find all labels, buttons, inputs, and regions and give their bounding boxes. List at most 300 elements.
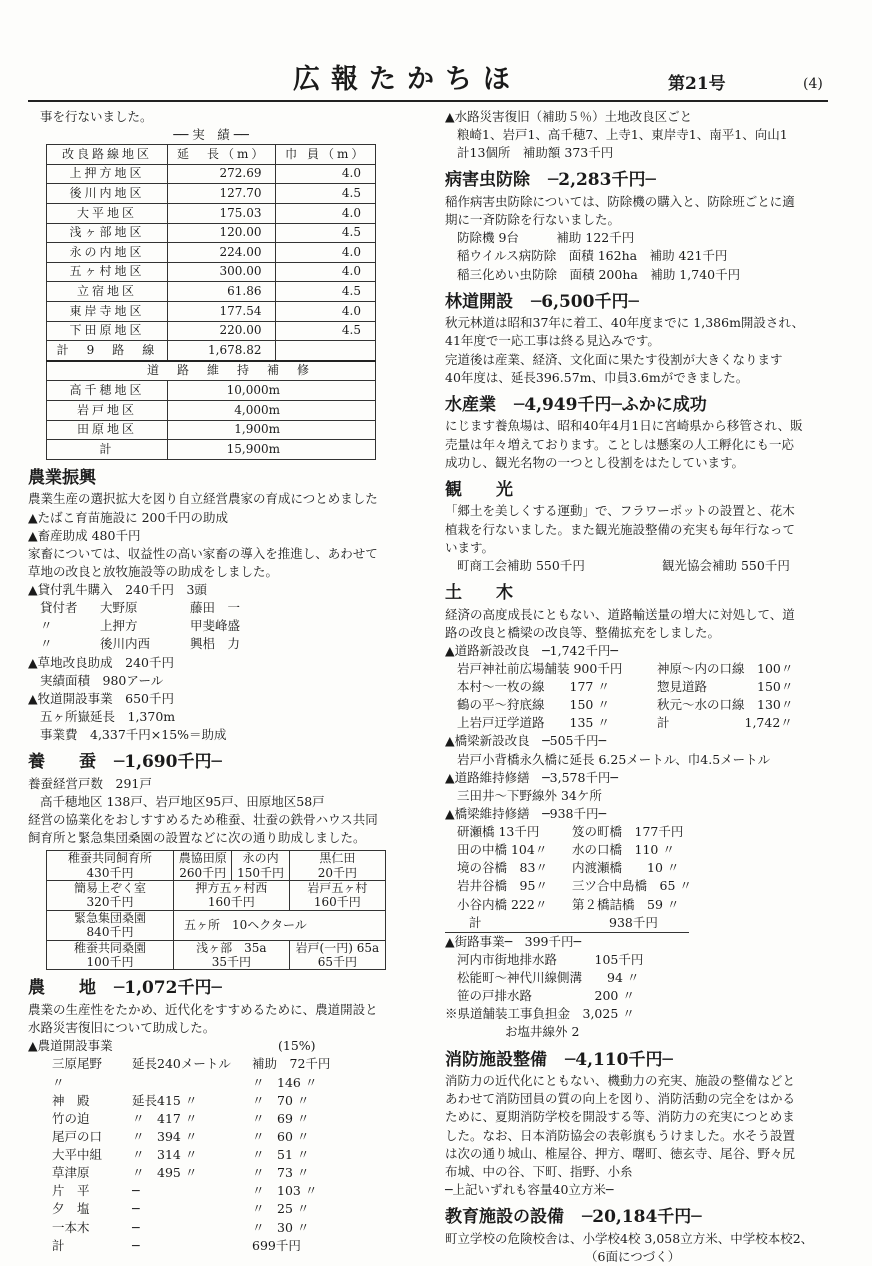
text-line: 経済の高度成長にともない、道路輸送量の増大に対処して、道 [445, 606, 795, 622]
table-cell: 永の内地区 [47, 243, 168, 263]
text-line: 稲ウイルス病防除 面積 162ha 補助 421千円 [457, 248, 728, 264]
table-cell: 4.0 [276, 204, 376, 224]
road-new-list [445, 660, 830, 733]
text-line: 消防力の近代化にともない、機動力の充実、施設の整備などと [445, 1073, 796, 1089]
section-amount: ─1,072千円─ [114, 978, 222, 999]
bridge-row [457, 877, 830, 895]
item-cell: 内渡瀬橋 10 〃 [572, 860, 680, 876]
table-cell: 五ヶ村地区 [47, 262, 168, 282]
table-cell [47, 881, 174, 911]
item-cell: 補助 72千円 [252, 1056, 331, 1072]
text-line: あわせて消防団員の質の向上を図り、消防活動の完全をはかる [445, 1091, 796, 1107]
item-cell: 〃 73 〃 [252, 1165, 310, 1181]
table-cell: 大平地区 [47, 204, 168, 224]
section-title-nochi [28, 976, 418, 1001]
table-row [47, 851, 386, 881]
section-title-yosan [28, 750, 418, 775]
table-row [47, 910, 386, 940]
maintenance-rows [47, 381, 376, 440]
item-cell: 大平中組 [52, 1147, 103, 1163]
table-cell: 120.00 [167, 223, 276, 243]
item-cell: 惣見道路 150〃 [657, 679, 794, 695]
table-row [47, 321, 376, 341]
table-row [47, 262, 376, 282]
item-cell: 鶴の平〜狩底線 150 〃 [457, 697, 610, 713]
item-cell: 〃 51 〃 [252, 1147, 310, 1163]
section-title-kanko: 観 光 [445, 479, 513, 500]
suiro-body [445, 108, 830, 162]
text-line: 40年度は、延長396.57m、巾員3.6mができました。 [445, 369, 749, 385]
table-cell: 1,900m [167, 420, 375, 440]
table-cell: 220.00 [167, 321, 276, 341]
item-cell: 〃 69 〃 [252, 1110, 310, 1126]
text-line: 計13個所 補助額 373千円 [457, 145, 614, 161]
table-row [47, 184, 376, 204]
table-cell: 300.00 [167, 262, 276, 282]
road-improvement-table [46, 144, 376, 460]
table-cell: 127.70 [167, 184, 276, 204]
cell-value: 160千円 [207, 895, 255, 910]
text-line: ▲水路災害復旧（補助５％）土地改良区ごと [445, 109, 693, 124]
table-cell [232, 851, 289, 881]
nodo-title: ▲農道開設事業 [28, 1038, 113, 1054]
item-cell: 〃 394 〃 [132, 1128, 198, 1144]
cell-value: 260千円 [179, 865, 227, 880]
item-cell: 岩井谷橋 95〃 [457, 878, 548, 894]
table-row [47, 940, 386, 970]
table-row [47, 243, 376, 263]
item-cell: 神原〜内の口線 100〃 [657, 660, 794, 676]
section-amount: ─2,283千円─ [548, 170, 656, 191]
cell-label: 浅ヶ部 35a [196, 940, 267, 955]
text-line: 植栽を行ないました。また観光施設整備の充実も毎年行なって [445, 521, 796, 537]
intro-text: 事を行ないました。 [40, 109, 153, 124]
table-row [47, 164, 376, 184]
text-line: 成功し、観光名物の一つとし役割をはたしています。 [445, 454, 745, 470]
table-row [47, 282, 376, 302]
text-line: ▲橋梁維持修繕 ─938千円─ [445, 805, 607, 821]
text-line: ▲道路維持修繕 ─3,578千円─ [445, 769, 618, 785]
table-cell: 224.00 [167, 243, 276, 263]
cell-label: 稚蚕共同飼育所 [67, 851, 152, 866]
nodo-rate: (15%) [278, 1038, 316, 1054]
text-line: 稲三化めい虫防除 面積 200ha 補助 1,740千円 [457, 266, 741, 282]
table-cell [289, 940, 385, 970]
table-cell: 上押方地区 [47, 164, 168, 184]
item-cell: 上岩戸迂学道路 135 〃 [457, 715, 610, 731]
table-cell: 4.5 [276, 184, 376, 204]
table-cell [47, 910, 174, 940]
text-line: 水路災害復旧について助成した。 [28, 1020, 216, 1036]
nodo-heading [28, 1037, 418, 1055]
text-line: お塩井線外 2 [505, 1024, 580, 1040]
table-cell: 10,000m [167, 381, 375, 401]
text-line: した。なお、日本消防協会の表彰旗もうけました。水そう設置 [445, 1127, 796, 1143]
section-name: 養 蚕 [28, 752, 96, 773]
item-cell: 一本木 [52, 1219, 90, 1235]
section-title-shobo [445, 1048, 830, 1073]
text-line: 高千穂地区 138戸、岩戸地区95戸、田原地区58戸 [40, 793, 325, 809]
item-cell: 神 殿 [52, 1092, 90, 1108]
table-row [47, 420, 376, 440]
text-line: ▲街路事業─ 399千円─ [445, 933, 582, 949]
cell-label: 農協田原 [178, 851, 227, 866]
nodo-row [52, 1146, 418, 1164]
nogyo-body [28, 490, 418, 599]
cell-label: 簡易上ぞく室 [73, 881, 146, 896]
cell-value: 100千円 [86, 955, 134, 970]
masthead [28, 60, 828, 102]
item-cell: 〃 [52, 1074, 65, 1090]
table-cell: 東岸寺地区 [47, 302, 168, 322]
item-cell: 研瀬橋 13千円 [457, 824, 540, 840]
table-cell [289, 851, 385, 881]
item-cell: 計 [52, 1237, 65, 1253]
item-cell: 〃 25 〃 [252, 1201, 310, 1217]
item-cell: 笈の町橋 177千円 [572, 824, 684, 840]
table-header-row [47, 145, 376, 165]
text-line: 町立学校の危険校舎は、小学校4校 3,058立方米、中学校本校2、 [445, 1230, 814, 1246]
section-amount: ─20,184千円─ [582, 1207, 702, 1228]
table-cell: 計 9 路 線 [47, 341, 168, 361]
item-cell: 〃 [40, 636, 53, 652]
text-line: 岩戸小背橋永久橋に延長 6.25メートル、巾4.5メートル [457, 751, 771, 767]
maintenance-total-row [47, 440, 376, 460]
nodo-row [52, 1237, 418, 1255]
cell-value: 430千円 [86, 865, 134, 880]
item-cell: 尾戸の口 [52, 1128, 103, 1144]
road-rows [47, 164, 376, 340]
item-cell: 興梠 力 [190, 636, 241, 652]
table-cell: 4.0 [276, 262, 376, 282]
table-header: 改良路線地区 [47, 145, 168, 165]
text-line: ▲貸付乳牛購入 240千円 3頭 [28, 582, 207, 598]
shobo-body [445, 1072, 830, 1199]
section-amount: ─1,690千円─ [114, 752, 222, 773]
section-name: 水産業 [445, 394, 496, 415]
item-cell: 〃 [40, 618, 53, 634]
item-cell: 699千円 [252, 1237, 301, 1253]
item-cell: ─ [132, 1201, 140, 1217]
text-line: ために、夏期消防学校を開設する等、消防力の充実につとめま [445, 1109, 795, 1125]
table-cell [47, 940, 174, 970]
road-row [457, 696, 830, 714]
text-line: 防除機 9台 補助 122千円 [457, 230, 635, 246]
jisseki-heading: ── 実 績 ── [173, 127, 249, 143]
cell-label: 黒仁田 [319, 851, 356, 866]
item-cell: ─ [132, 1219, 140, 1235]
item-cell: 境の谷橋 83〃 [457, 860, 548, 876]
item-cell: 草津原 [52, 1165, 90, 1181]
nodo-row [52, 1200, 418, 1218]
text-line: ▲道路新設改良 ─1,742千円─ [445, 642, 618, 658]
table-cell: 4.5 [276, 321, 376, 341]
table-cell [174, 940, 290, 970]
item-cell: 後川内西 [100, 636, 151, 652]
text-line: ─上記いずれも容量40立方米─ [445, 1181, 614, 1197]
text-line: 草地の改良と放牧施設等の助成をしました。 [28, 563, 279, 579]
text-line: ▲たばこ育苗施設に 200千円の助成 [28, 509, 228, 525]
issue-number: 第21号 [668, 74, 726, 94]
suisan-body [445, 417, 830, 471]
cell-value: 65千円 [317, 955, 357, 970]
nodo-row [52, 1055, 418, 1073]
cell-value: 840千円 [86, 925, 134, 940]
text-line: 三田井〜下野線外 34ケ所 [457, 787, 602, 803]
gaiku-body [445, 933, 830, 1042]
section-amount: ─4,110千円─ [565, 1049, 673, 1070]
bridge-row [457, 896, 830, 914]
table-cell: 272.69 [167, 164, 276, 184]
page-number: (4) [803, 76, 823, 92]
road-row [457, 660, 830, 678]
nodo-row [52, 1092, 418, 1110]
cell-label: 稚蚕共同桑園 [73, 940, 146, 955]
yosan-body [28, 775, 418, 848]
item-cell: 三ツ合中島橋 65 〃 [572, 878, 692, 894]
lease-list [28, 599, 418, 653]
text-line: 稲作病害虫防除については、防除機の購入と、防除班ごとに適 [445, 194, 795, 210]
text-line: 路の改良と橋梁の改良等、整備拡充をしました。 [445, 624, 721, 640]
cell-value: 35千円 [211, 955, 251, 970]
lease-row [40, 635, 418, 653]
section-name: 教育施設の設備 [445, 1207, 564, 1228]
bridge-list [445, 823, 830, 914]
item-cell: 延長415 〃 [132, 1092, 198, 1108]
item-cell: 〃 417 〃 [132, 1110, 198, 1126]
table-cell [276, 341, 376, 361]
table-row [47, 302, 376, 322]
table-total-row [47, 341, 376, 361]
section-title-nogyo: 農業振興 [28, 467, 96, 488]
item-cell: 田の中橋 104〃 [457, 842, 548, 858]
nodo-row [52, 1164, 418, 1182]
text-line: 実績面積 980アール [40, 672, 164, 688]
total-value: 938千円 [609, 914, 658, 930]
text-line: にじます養魚場は、昭和40年4月1日に宮崎県から移管され、販 [445, 418, 803, 434]
text-line: 飼育所と緊急集団桑園の設置などに次の通り助成しました。 [28, 830, 366, 846]
table-cell [174, 881, 290, 911]
text-line: 家畜については、収益性の高い家畜の導入を推進し、あわせて [28, 545, 378, 561]
text-line: 笹の戸排水路 200 〃 [457, 988, 635, 1004]
lease-row [40, 599, 418, 617]
item-cell: 秋元〜水の口線 130〃 [657, 697, 794, 713]
table-cell: 浅ヶ部地区 [47, 223, 168, 243]
table-cell: 177.54 [167, 302, 276, 322]
item-cell: 貸付者 [40, 600, 78, 616]
table-cell: 下田原地区 [47, 321, 168, 341]
cell-label: 永の内 [242, 851, 279, 866]
table-cell: 計 [47, 440, 168, 460]
text-line: 五ヶ所嶽延長 1,370m [40, 708, 176, 724]
cell-value: 320千円 [86, 895, 134, 910]
item-cell: 〃 103 〃 [252, 1183, 318, 1199]
section-title-suisan [445, 393, 830, 418]
section-name: 農 地 [28, 978, 96, 999]
section-title-rindo [445, 290, 830, 315]
table-header: 延 長（m） [167, 145, 276, 165]
text-line: 秋元林道は昭和37年に着工、40年度までに 1,386m開設され、 [445, 315, 805, 331]
table-cell: 五ヶ所 10ヘクタール [174, 910, 386, 940]
doboku-body-2 [445, 732, 830, 823]
item-cell: 小谷内橋 222〃 [457, 896, 548, 912]
text-line: 布城、中の谷、下町、指野、小糸 [445, 1163, 633, 1179]
nodo-row [52, 1219, 418, 1237]
nodo-row [52, 1110, 418, 1128]
item-cell: 〃 146 〃 [252, 1074, 318, 1090]
left-column [28, 108, 418, 1255]
sericulture-table [46, 850, 386, 970]
bridge-row [457, 823, 830, 841]
item-cell: 〃 70 〃 [252, 1092, 310, 1108]
nodo-row [52, 1074, 418, 1092]
table-cell [174, 851, 232, 881]
table-cell: 61.86 [167, 282, 276, 302]
right-column [445, 108, 830, 1266]
cell-label: 押方五ヶ村西 [195, 881, 268, 896]
table-cell: 後川内地区 [47, 184, 168, 204]
text-line: ▲橋梁新設改良 ─505千円─ [445, 733, 607, 749]
table-row [47, 223, 376, 243]
table-cell: 高千穂地区 [47, 381, 168, 401]
table-row [47, 381, 376, 401]
cell-label: 岩戸(一円) 65a [295, 940, 380, 955]
text-line: 41年度で一応工事は終る見込みです。 [445, 333, 660, 349]
text-line: 期に一斉防除を行ないました。 [445, 212, 621, 228]
item-cell: 計 1,742〃 [657, 715, 793, 731]
text-line: 粮崎1、岩戸1、高千穂7、上寺1、東岸寺1、南平1、向山1 [457, 127, 788, 143]
nogyo-body-2 [28, 654, 418, 745]
text-line: 農業の生産性をたかめ、近代化をすすめるために、農道開設と [28, 1002, 378, 1018]
road-row [457, 678, 830, 696]
newsletter-title: 広報たかちほ [293, 64, 521, 95]
bridge-row [457, 841, 830, 859]
kanko-subsidies [445, 557, 830, 575]
text-line: ▲牧道開設事業 650千円 [28, 690, 174, 706]
table-cell: 4.0 [276, 243, 376, 263]
text-line: 農業生産の選択拡大を図り自立経営農家の育成につとめました [28, 491, 378, 507]
item-cell: 藤田 一 [190, 600, 241, 616]
item-cell: 片 平 [52, 1183, 90, 1199]
bridge-row [457, 859, 830, 877]
item-cell: 〃 30 〃 [252, 1219, 310, 1235]
section-name: 消防施設整備 [445, 1049, 547, 1070]
table-cell: 4.0 [276, 164, 376, 184]
text-line: ※県道舗装工事負担金 3,025 〃 [445, 1006, 635, 1022]
cell-value: 160千円 [313, 895, 361, 910]
item-cell [132, 1074, 252, 1092]
section-name: 林道開設 [445, 291, 513, 312]
text-line: 完道後は産業、経済、文化面に果たす役割が大きくなります [445, 351, 783, 367]
cell-label: 緊急集団桑園 [73, 910, 146, 925]
maintenance-header-row [47, 361, 376, 381]
nodo-row [52, 1182, 418, 1200]
item-cell: 岩戸神社前広場舗装 900千円 [457, 660, 623, 676]
item-cell: 三原尾野 [52, 1056, 103, 1072]
item-cell: 〃 495 〃 [132, 1165, 198, 1181]
text-line: は次の通り城山、椎屋谷、押方、曙町、徳玄寺、尾谷、野々尻 [445, 1145, 796, 1161]
section-title-kyoiku [445, 1205, 830, 1230]
subsidy-item: 町商工会補助 550千円 [457, 557, 585, 573]
table-cell: 立宿地区 [47, 282, 168, 302]
table-row [47, 881, 386, 911]
table-cell [47, 851, 174, 881]
text-line: 松能町〜神代川線側溝 94 〃 [457, 970, 640, 986]
table-cell: 4.5 [276, 282, 376, 302]
table-cell: 岩戸地区 [47, 400, 168, 420]
item-cell: 大野原 [100, 600, 138, 616]
text-line: 経営の協業化をおしすすめるため稚蚕、壮蚕の鉄骨ハウス共同 [28, 812, 378, 828]
doboku-body [445, 606, 830, 660]
item-cell: 甲斐峰盛 [190, 618, 241, 634]
total-label: 計 [469, 914, 482, 930]
kanko-body [445, 502, 830, 556]
table-cell: 4.0 [276, 302, 376, 322]
section-name: 病害虫防除 [445, 170, 530, 191]
table-cell: 田原地区 [47, 420, 168, 440]
rindo-body [445, 314, 830, 387]
nochi-body [28, 1001, 418, 1037]
item-cell: ─ [132, 1237, 140, 1253]
section-amount: ─6,500千円─ [531, 291, 639, 312]
item-cell: 〃 60 〃 [252, 1128, 310, 1144]
table-cell: 4,000m [167, 400, 375, 420]
table-row [47, 204, 376, 224]
table-cell: 1,678.82 [167, 341, 276, 361]
text-line: （6面につづく） [585, 1248, 681, 1264]
item-cell: 〃 314 〃 [132, 1147, 198, 1163]
text-line: ▲畜産助成 480千円 [28, 527, 141, 543]
section-title-byogai [445, 168, 830, 193]
item-cell: ─ [132, 1183, 140, 1199]
item-cell: 竹の迫 [52, 1110, 90, 1126]
cell-value: 150千円 [237, 865, 285, 880]
lease-row [40, 617, 418, 635]
text-line: 養蚕経営戸数 291戸 [28, 775, 152, 791]
item-cell: 第２橋詰橋 59 〃 [572, 896, 680, 912]
section-amount: ─4,949千円─ふかに成功 [514, 394, 707, 415]
item-cell: 本村〜一枚の線 177 〃 [457, 679, 610, 695]
text-line: 「郷土を美しくする運動」で、フラワーポットの設置と、花木 [445, 503, 795, 519]
bridge-total [445, 914, 689, 933]
item-cell: 夕 塩 [52, 1201, 90, 1217]
subsidy-item: 観光協会補助 550千円 [662, 557, 790, 573]
road-row [457, 714, 830, 732]
byogai-body [445, 193, 830, 284]
text-line: 売量は年々増えております。ことしは懸案の人工孵化にも一応 [445, 436, 795, 452]
text-line: います。 [445, 539, 495, 555]
nodo-list [28, 1055, 418, 1254]
text-line: 河内市街地排水路 105千円 [457, 951, 644, 967]
cell-label: 岩戸五ヶ村 [307, 881, 368, 896]
item-cell: 水の口橋 110 〃 [572, 842, 675, 858]
table-row [47, 400, 376, 420]
table-header: 巾 員（m） [276, 145, 376, 165]
table-cell: 175.03 [167, 204, 276, 224]
section-title-doboku: 土 木 [445, 582, 513, 603]
table-cell: 15,900m [167, 440, 375, 460]
maintenance-header: 道 路 維 持 補 修 [47, 361, 376, 381]
cell-value: 20千円 [317, 865, 357, 880]
text-line: 事業費 4,337千円×15%＝助成 [40, 727, 227, 743]
table-cell [289, 881, 385, 911]
table-cell: 4.5 [276, 223, 376, 243]
nodo-row [52, 1128, 418, 1146]
text-line: ▲草地改良助成 240千円 [28, 654, 174, 670]
kyoiku-body [445, 1230, 830, 1266]
item-cell: 延長240メートル [132, 1056, 231, 1072]
item-cell: 上押方 [100, 618, 138, 634]
